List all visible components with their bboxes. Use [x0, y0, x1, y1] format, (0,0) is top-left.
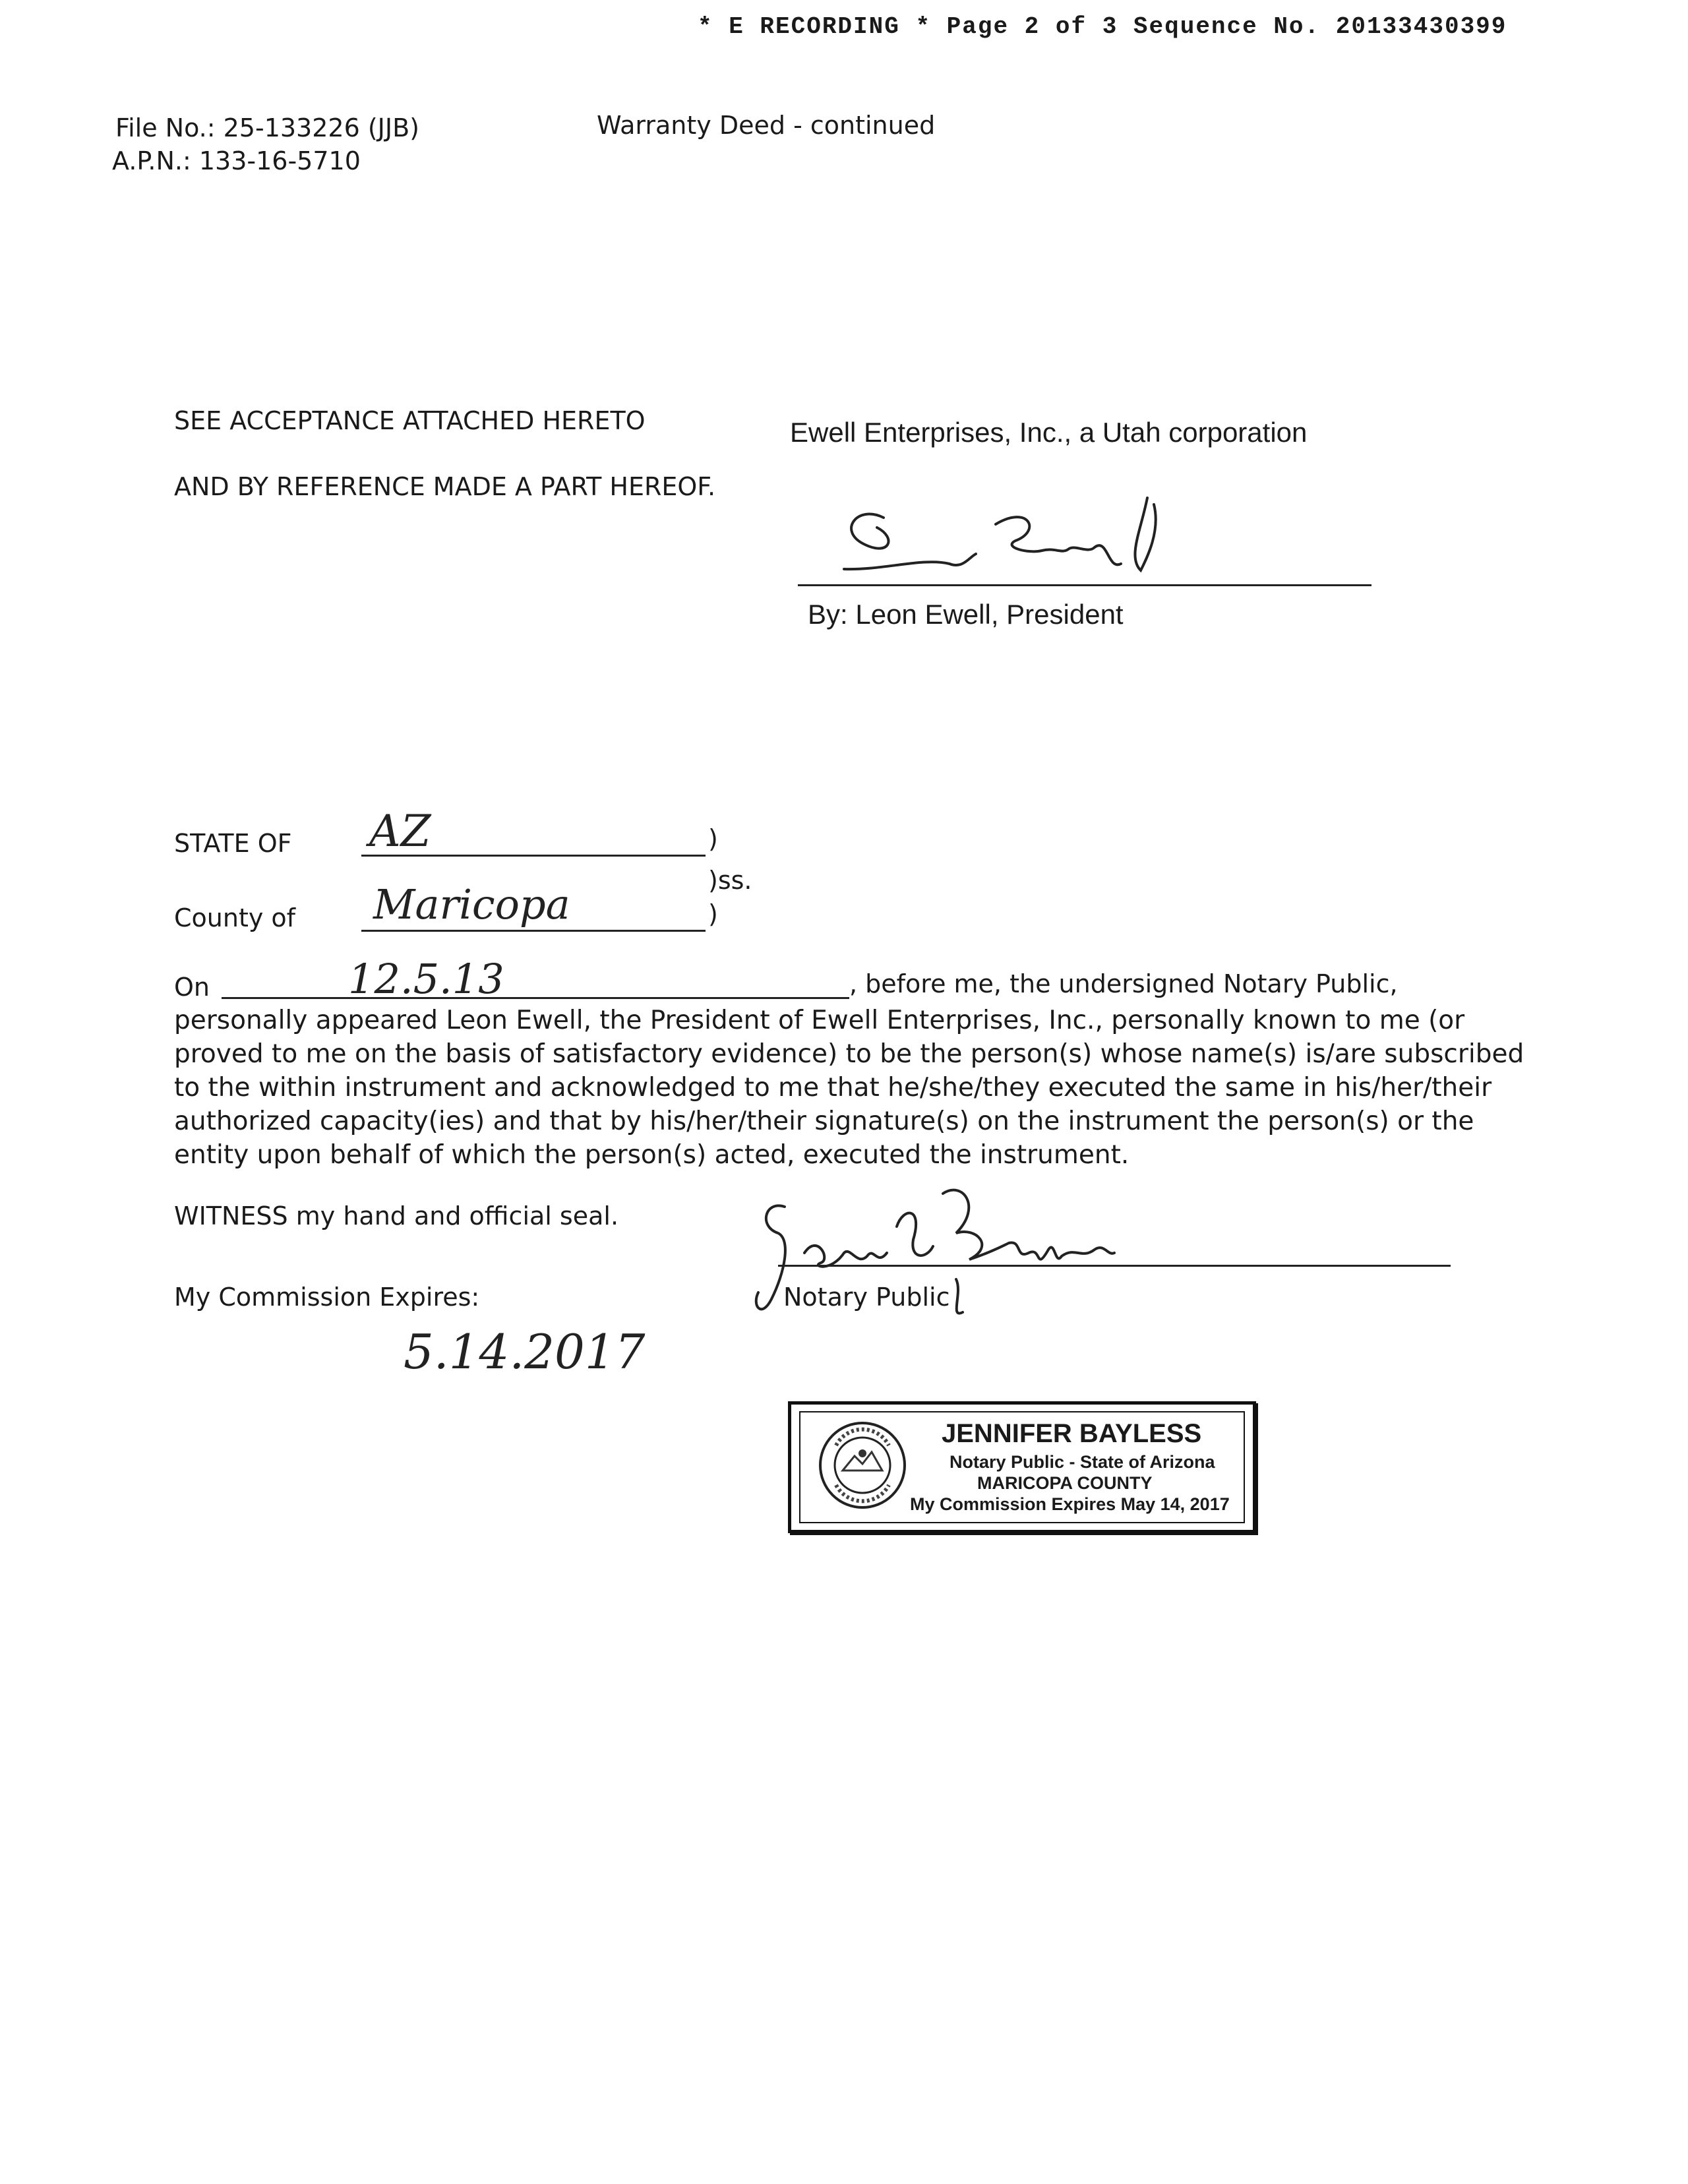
- commission-label: My Commission Expires:: [174, 1283, 480, 1312]
- grantor-signer: By: Leon Ewell, President: [808, 599, 1124, 630]
- document-title: Warranty Deed - continued: [597, 111, 936, 140]
- acknowledgment-line-6: entity upon behalf of which the person(s) acted, executed the instrument.: [174, 1140, 1130, 1170]
- county-label: County of: [174, 903, 296, 932]
- acknowledgment-body: [174, 1004, 1524, 1172]
- ss-mark: )ss.: [708, 866, 752, 895]
- state-label: STATE OF: [174, 829, 292, 858]
- notary-public-label: Notary Public: [783, 1283, 950, 1312]
- on-label: On: [174, 973, 210, 1002]
- county-value: Maricopa: [373, 880, 570, 928]
- seal-notary-title: Notary Public - State of Arizona: [950, 1452, 1215, 1472]
- arizona-state-seal-icon: [816, 1419, 909, 1511]
- commission-date: 5.14.2017: [404, 1324, 646, 1380]
- county-paren: ): [708, 899, 718, 928]
- recording-header: * E RECORDING * Page 2 of 3 Sequence No. 20133430399: [698, 13, 1507, 40]
- state-value: AZ: [369, 806, 431, 857]
- notary-seal: [788, 1401, 1256, 1533]
- seal-county: MARICOPA COUNTY: [977, 1473, 1153, 1493]
- acknowledgment-line-4: to the within instrument and acknowledged to me that he/she/they executed the same in his/her/their: [174, 1073, 1492, 1103]
- state-line: [361, 855, 706, 857]
- seal-commission-expires: My Commission Expires May 14, 2017: [910, 1494, 1230, 1514]
- acknowledgment-line-5: authorized capacity(ies) and that by his/her/their signature(s) on the instrument the person(s) or the: [174, 1107, 1474, 1136]
- acceptance-line-1: SEE ACCEPTANCE ATTACHED HERETO: [174, 406, 646, 435]
- witness-line: WITNESS my hand and official seal.: [174, 1201, 619, 1230]
- county-line: [361, 930, 706, 932]
- state-paren: ): [708, 824, 718, 853]
- acceptance-line-2: AND BY REFERENCE MADE A PART HEREOF.: [174, 472, 716, 501]
- grantor-signature-line: [798, 584, 1372, 586]
- acknowledgment-date: 12.5.13: [348, 955, 504, 1003]
- date-line: [222, 997, 849, 999]
- acknowledgment-line-1: , before me, the undersigned Notary Public,: [849, 969, 1398, 998]
- grantor-company: Ewell Enterprises, Inc., a Utah corporation: [790, 417, 1308, 448]
- acknowledgment-line-3: proved to me on the basis of satisfactory evidence) to be the person(s) whose name(s) is/are subscribed: [174, 1039, 1524, 1069]
- seal-notary-name: JENNIFER BAYLESS: [942, 1419, 1202, 1448]
- acknowledgment-line-2: personally appeared Leon Ewell, the President of Ewell Enterprises, Inc., personally known to me (or: [174, 1006, 1465, 1035]
- grantor-signature: [831, 491, 1200, 590]
- notary-signature-line: [778, 1265, 1451, 1267]
- file-number: File No.: 25-133226 (JJB): [115, 113, 419, 142]
- apn-number: A.P.N.: 133-16-5710: [112, 146, 361, 175]
